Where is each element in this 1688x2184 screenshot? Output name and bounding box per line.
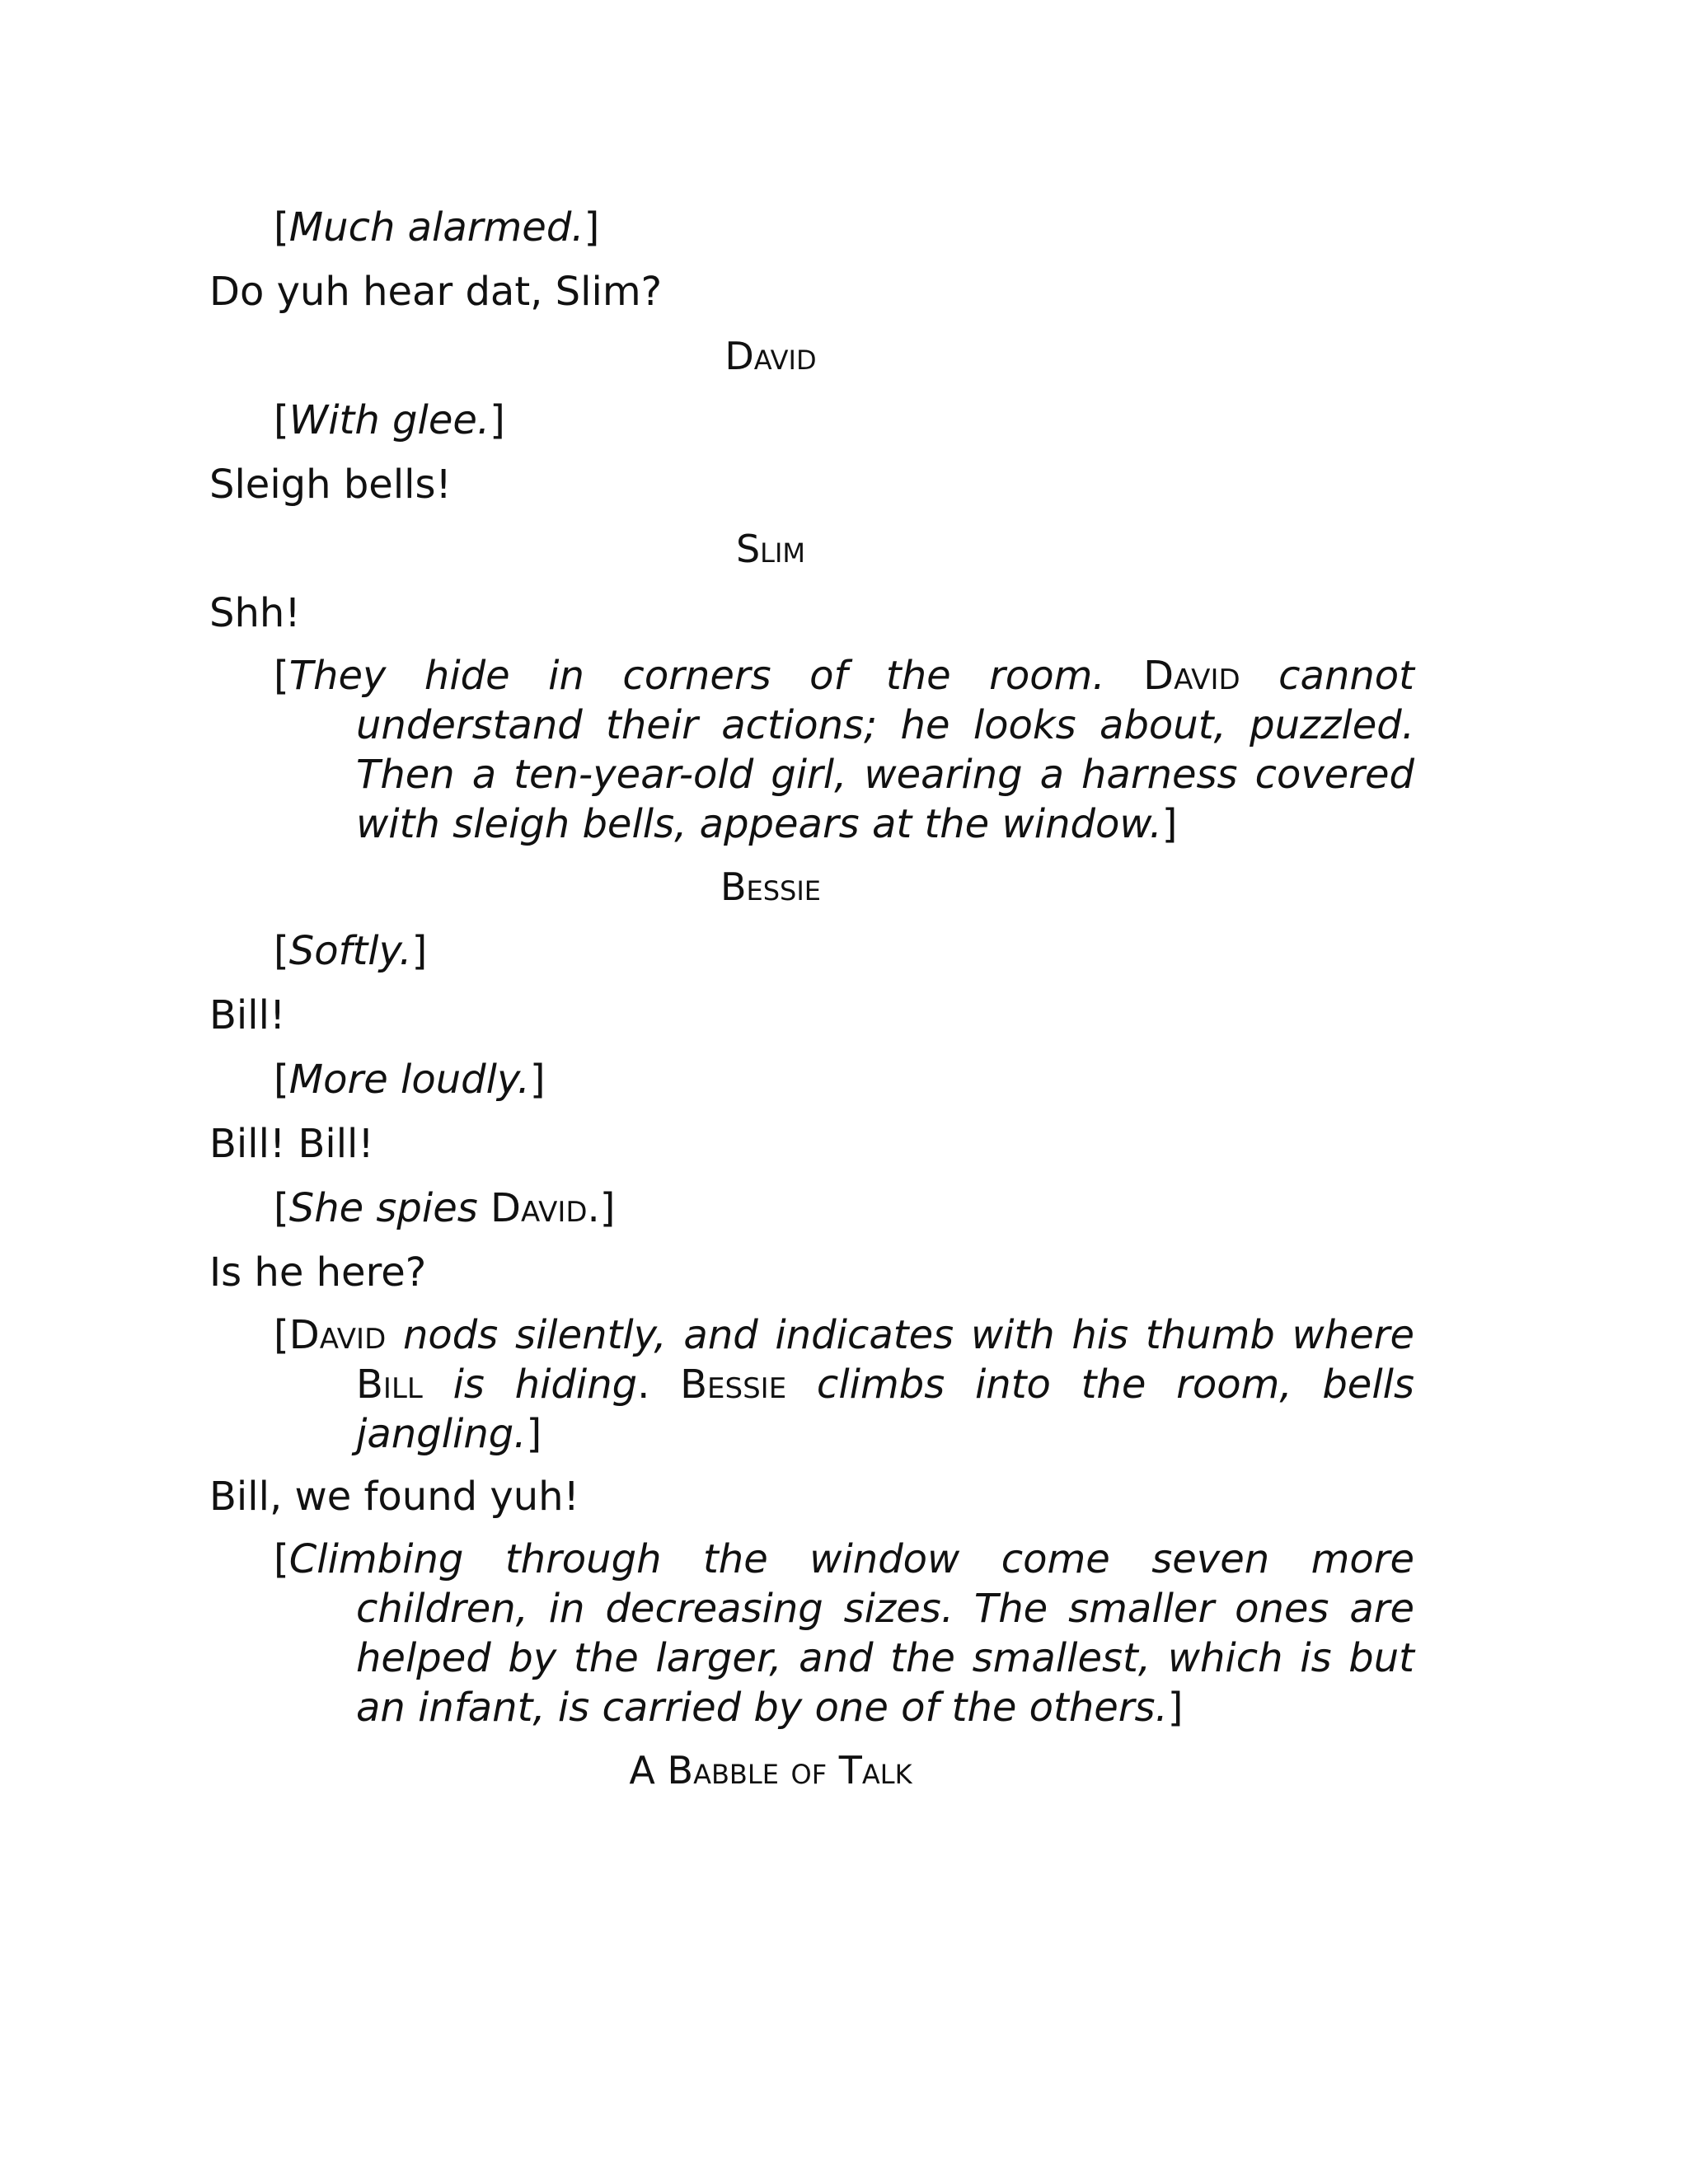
speaker-name: Bessie bbox=[720, 865, 822, 909]
dialogue-line: Is he here? bbox=[209, 1249, 427, 1296]
direction-text: Climbing through the window come seven more children, in decreasing sizes. The smaller ones are helped by the larger, and the smallest, which is but an infant, is carried by one of the others. bbox=[288, 1536, 1414, 1731]
dialogue-line: Bill, we found yuh! bbox=[209, 1474, 579, 1520]
character-name: David bbox=[490, 1185, 588, 1231]
direction-text: She spies bbox=[288, 1185, 478, 1231]
direction-text: Softly. bbox=[288, 928, 412, 974]
dialogue-line: Bill! Bill! bbox=[209, 1121, 374, 1167]
direction-text: Much alarmed. bbox=[288, 204, 584, 251]
speaker-name: David bbox=[724, 334, 817, 378]
direction-text: climbs into the room, bells jangling. bbox=[356, 1361, 1414, 1457]
direction-text: With glee. bbox=[288, 397, 490, 443]
character-name: David bbox=[288, 1312, 387, 1358]
stage-direction: [Climbing through the window come seven more children, in decreasing sizes. The smaller ones are helped by the larger, and the smallest, which is but an infant, is carried by one of the others.] bbox=[274, 1536, 1414, 1731]
speaker-name: A Babble of Talk bbox=[629, 1748, 912, 1793]
direction-text: They hide in corners of the room. bbox=[288, 653, 1105, 699]
character-name: Bessie bbox=[680, 1361, 787, 1408]
character-name: Bill bbox=[356, 1361, 423, 1408]
character-name: David bbox=[1143, 653, 1240, 699]
stage-direction: [She spies David.] bbox=[274, 1185, 616, 1231]
stage-direction: [They hide in corners of the room. David cannot understand their actions; he looks about, puzzled. Then a ten-year-old girl, wearing a harness covered with sleigh bells, appears at the window.] bbox=[274, 653, 1414, 847]
dialogue-line: Do yuh hear dat, Slim? bbox=[209, 269, 663, 315]
dialogue-line: Shh! bbox=[209, 590, 301, 636]
dialogue-line: Bill! bbox=[209, 992, 286, 1038]
speaker-name: Slim bbox=[735, 527, 806, 571]
script-page bbox=[209, 190, 1414, 1808]
direction-text: nods silently, and indicates with his thumb where bbox=[402, 1312, 1414, 1358]
dialogue-line: Sleigh bells! bbox=[209, 462, 452, 508]
stage-direction: [With glee.] bbox=[274, 397, 505, 443]
stage-direction: [David nods silently, and indicates with his thumb where Bill is hiding. Bessie climbs into the room, bells jangling.] bbox=[274, 1312, 1414, 1457]
direction-text: is hiding bbox=[452, 1361, 638, 1408]
direction-text: cannot understand their actions; he looks about, puzzled. Then a ten-year-old girl, wearing a harness covered with sleigh bells, appears at the window. bbox=[356, 653, 1414, 847]
direction-text: More loudly. bbox=[288, 1057, 530, 1103]
stage-direction: [More loudly.] bbox=[274, 1057, 546, 1103]
stage-direction: [Softly.] bbox=[274, 928, 428, 974]
stage-direction: [Much alarmed.] bbox=[274, 204, 600, 251]
